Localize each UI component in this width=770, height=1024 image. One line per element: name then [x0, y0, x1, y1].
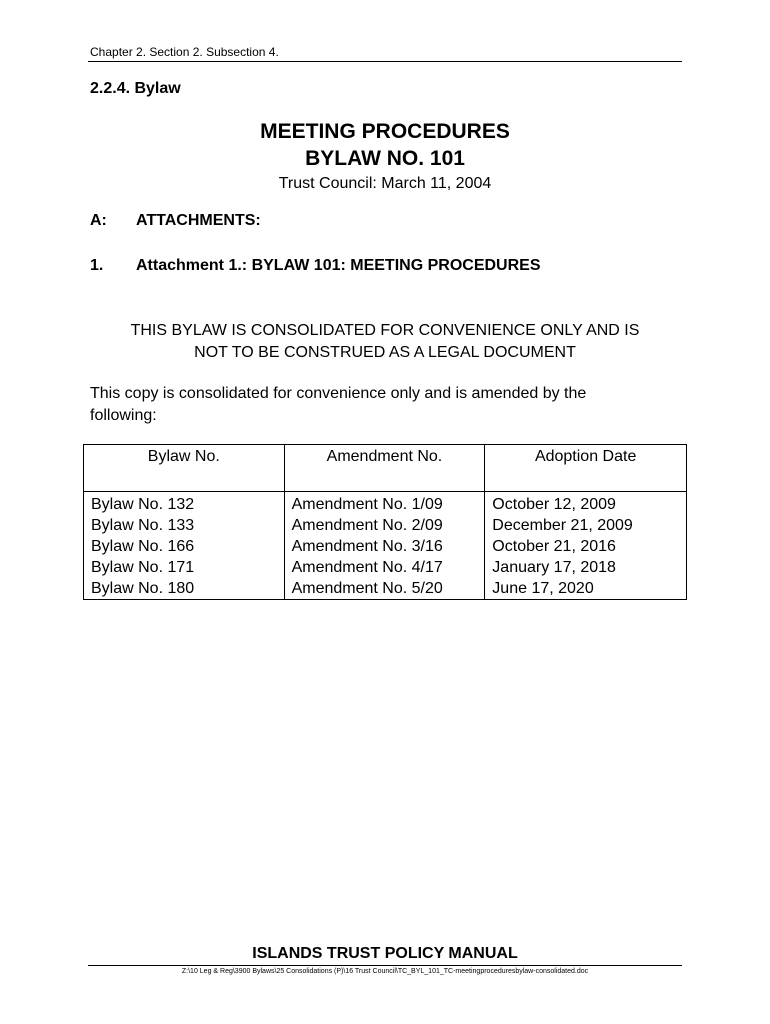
- attachments-label-text: ATTACHMENTS:: [136, 212, 261, 229]
- intro-line-1: This copy is consolidated for convenience only and is amended by the: [90, 385, 587, 402]
- chapter-header: Chapter 2. Section 2. Subsection 4.: [90, 45, 279, 59]
- table-row: [84, 492, 687, 516]
- adoption-date-cell: October 12, 2009: [485, 492, 687, 516]
- intro-line-2: following:: [90, 407, 157, 424]
- footer-title: ISLANDS TRUST POLICY MANUAL: [252, 945, 518, 962]
- header-divider: [88, 61, 682, 62]
- section-heading: 2.2.4. Bylaw: [90, 80, 181, 97]
- adoption-date-cell: December 21, 2009: [485, 515, 687, 536]
- amendment-intro: [90, 383, 680, 427]
- attachments-label-num: A:: [90, 212, 107, 229]
- table-row: [84, 515, 687, 536]
- bylaw-cell: Bylaw No. 166: [84, 536, 285, 557]
- bylaw-cell: Bylaw No. 171: [84, 557, 285, 578]
- column-header-amendment: Amendment No.: [284, 445, 485, 492]
- consolidation-notice: [90, 320, 680, 364]
- adoption-date-cell: June 17, 2020: [485, 578, 687, 600]
- amendment-cell: Amendment No. 5/20: [284, 578, 485, 600]
- attachment-item-num: 1.: [90, 257, 104, 274]
- amendment-cell: Amendment No. 4/17: [284, 557, 485, 578]
- bylaw-cell: Bylaw No. 133: [84, 515, 285, 536]
- table-row: [84, 578, 687, 600]
- bylaw-cell: Bylaw No. 132: [84, 492, 285, 516]
- table-row: [84, 536, 687, 557]
- amendment-cell: Amendment No. 1/09: [284, 492, 485, 516]
- bylaw-cell: Bylaw No. 180: [84, 578, 285, 600]
- bylaw-number-title: BYLAW NO. 101: [305, 147, 465, 170]
- document-title: MEETING PROCEDURES: [260, 120, 510, 143]
- attachment-item-text: Attachment 1.: BYLAW 101: MEETING PROCEDURES: [136, 257, 541, 274]
- footer-file-path: Z:\10 Leg & Reg\3900 Bylaws\25 Consolidations (P)\16 Trust Council\TC_BYL_101_TC-meetingproceduresbylaw-consolidated.doc: [181, 968, 589, 975]
- column-header-adoption-date: Adoption Date: [485, 445, 687, 492]
- adoption-subtitle: Trust Council: March 11, 2004: [278, 175, 492, 192]
- table-row: [84, 557, 687, 578]
- adoption-date-cell: January 17, 2018: [485, 557, 687, 578]
- notice-line-2: NOT TO BE CONSTRUED AS A LEGAL DOCUMENT: [194, 344, 576, 361]
- column-header-bylaw: Bylaw No.: [84, 445, 285, 492]
- amendment-cell: Amendment No. 2/09: [284, 515, 485, 536]
- amendments-table: [83, 444, 687, 600]
- footer-divider: [88, 965, 682, 966]
- adoption-date-cell: October 21, 2016: [485, 536, 687, 557]
- amendment-cell: Amendment No. 3/16: [284, 536, 485, 557]
- notice-line-1: THIS BYLAW IS CONSOLIDATED FOR CONVENIENCE ONLY AND IS: [130, 322, 640, 339]
- table-header-row: [84, 445, 687, 492]
